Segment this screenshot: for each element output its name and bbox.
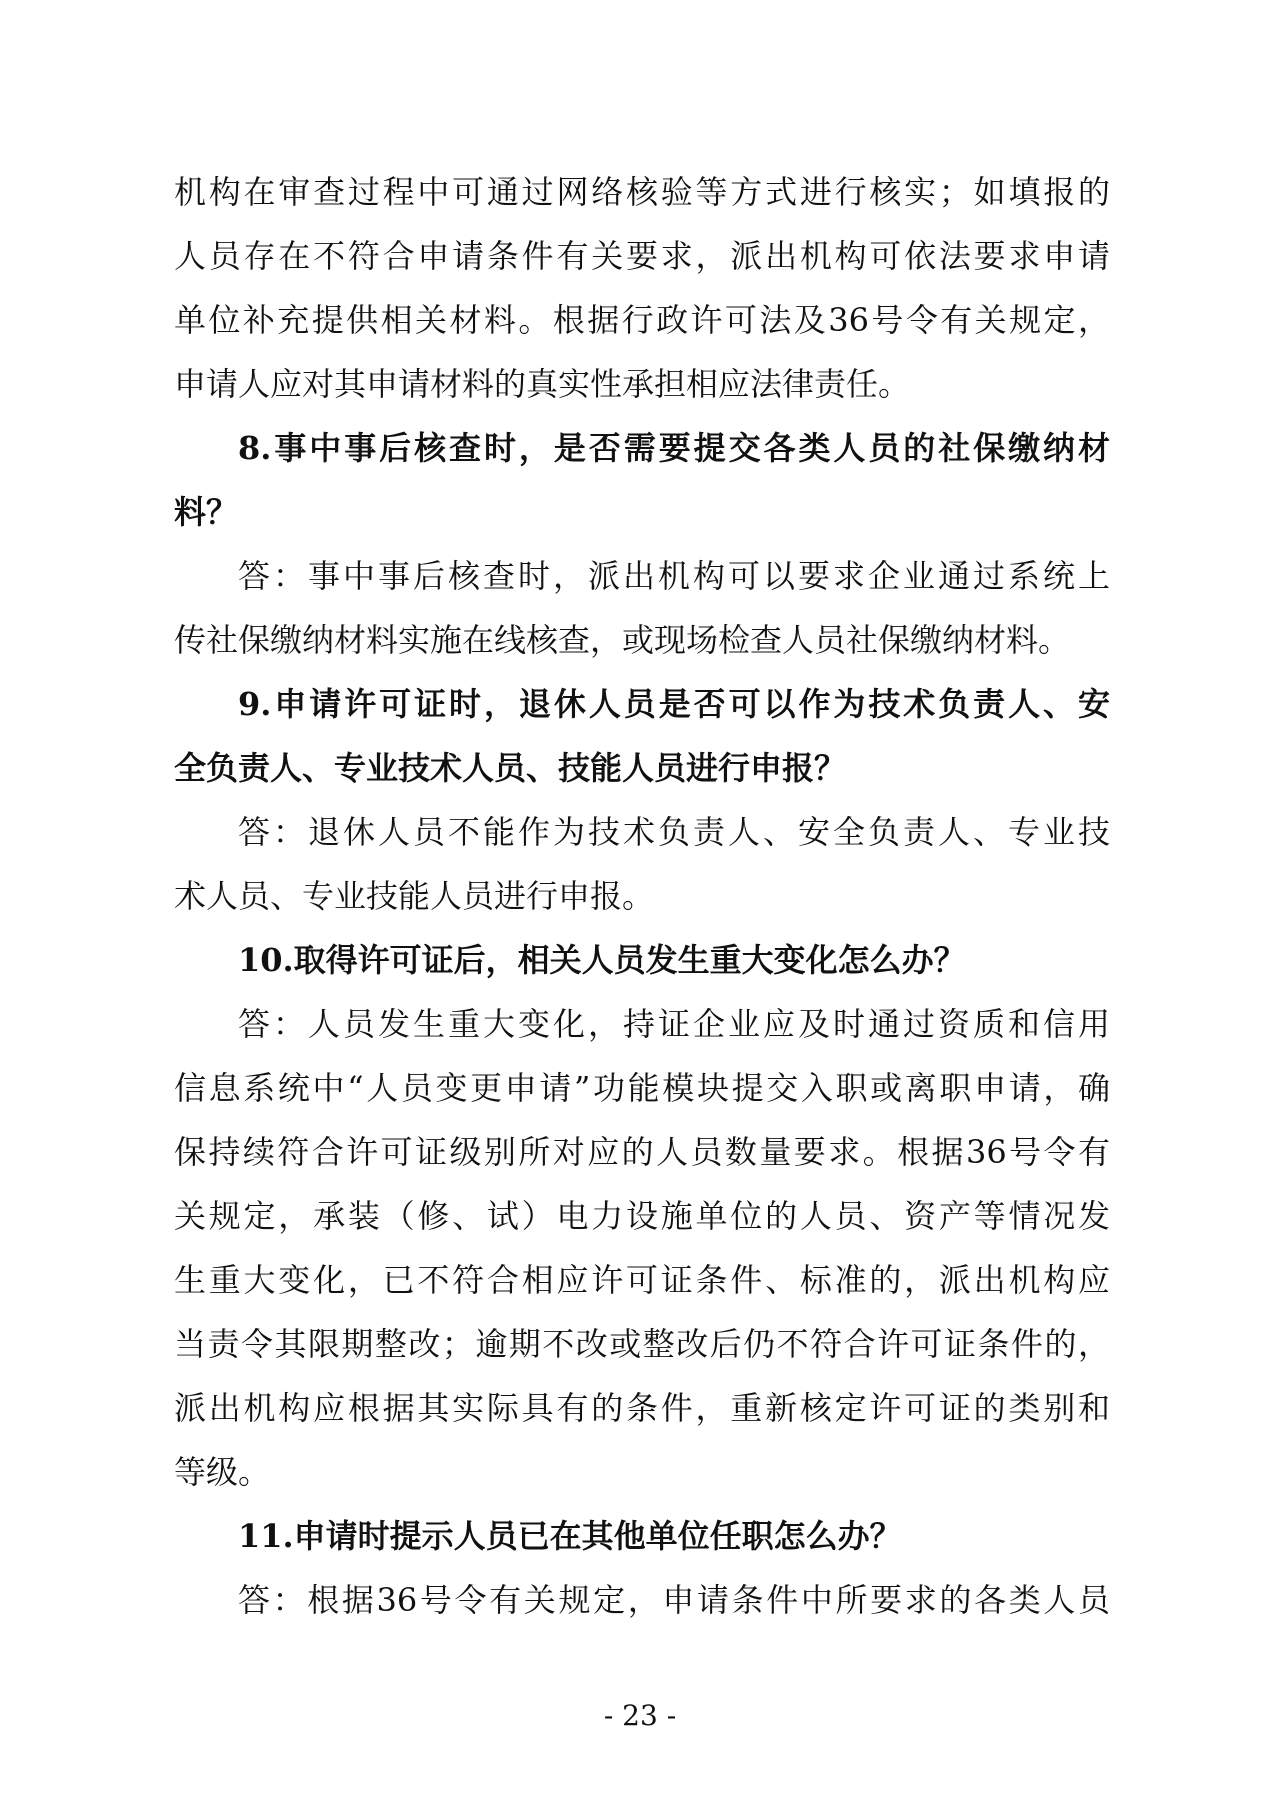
body-line: 申请人应对其申请材料的真实性承担相应法律责任。 [174, 365, 911, 403]
answer-line: 术人员、专业技能人员进行申报。 [174, 877, 655, 915]
question-heading-9: 9.申请许可证时，退休人员是否可以作为技术负责人、安 [238, 685, 1110, 723]
page-number: - 23 - [603, 1699, 677, 1732]
answer-line: 关规定，承装（修、试）电力设施单位的人员、资产等情况发 [174, 1197, 1110, 1235]
page-body [174, 160, 1110, 1632]
answer-line: 答：根据36号令有关规定，申请条件中所要求的各类人员 [238, 1581, 1110, 1619]
answer-line: 当责令其限期整改；逾期不改或整改后仍不符合许可证条件的， [174, 1325, 1110, 1363]
question-heading-9-cont: 全负责人、专业技术人员、技能人员进行申报？ [174, 749, 847, 787]
answer-line: 答：人员发生重大变化，持证企业应及时通过资质和信用 [238, 1005, 1110, 1043]
question-heading-8: 8.事中事后核查时，是否需要提交各类人员的社保缴纳材 [238, 429, 1110, 467]
question-heading-10: 10.取得许可证后，相关人员发生重大变化怎么办？ [238, 941, 966, 979]
answer-line: 保持续符合许可证级别所对应的人员数量要求。根据36号令有 [174, 1133, 1110, 1171]
body-line: 人员存在不符合申请条件有关要求，派出机构可依法要求申请 [174, 237, 1110, 275]
body-line: 机构在审查过程中可通过网络核验等方式进行核实；如填报的 [174, 173, 1110, 211]
answer-line: 传社保缴纳材料实施在线核查，或现场检查人员社保缴纳材料。 [174, 621, 1071, 659]
body-line: 单位补充提供相关材料。根据行政许可法及36号令有关规定， [174, 301, 1110, 339]
question-heading-8-cont: 料？ [174, 493, 239, 531]
answer-line: 答：退休人员不能作为技术负责人、安全负责人、专业技 [238, 813, 1110, 851]
answer-line: 答：事中事后核查时，派出机构可以要求企业通过系统上 [238, 557, 1110, 595]
answer-line: 生重大变化，已不符合相应许可证条件、标准的，派出机构应 [174, 1261, 1110, 1299]
answer-line: 信息系统中“人员变更申请”功能模块提交入职或离职申请，确 [174, 1069, 1110, 1107]
answer-line: 等级。 [174, 1453, 271, 1491]
question-heading-11: 11.申请时提示人员已在其他单位任职怎么办？ [238, 1517, 902, 1555]
answer-line: 派出机构应根据其实际具有的条件，重新核定许可证的类别和 [174, 1389, 1110, 1427]
